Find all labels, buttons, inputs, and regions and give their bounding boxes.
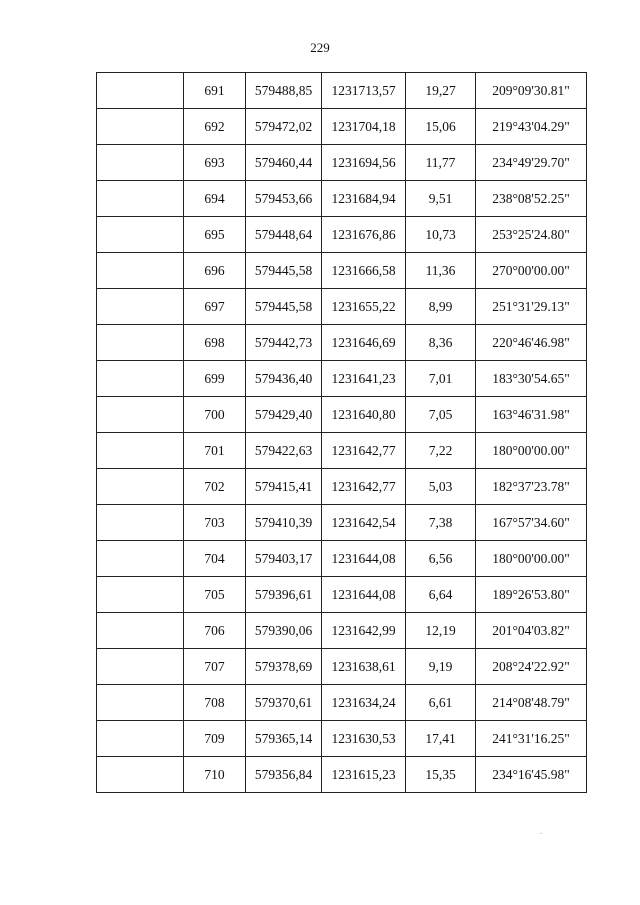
- angle-cell: 220°46'46.98": [476, 325, 587, 361]
- x-coordinate-cell: 579448,64: [246, 217, 322, 253]
- y-coordinate-cell: 1231642,99: [322, 613, 406, 649]
- angle-cell: 209°09'30.81": [476, 73, 587, 109]
- point-number-cell: 699: [184, 361, 246, 397]
- point-number-cell: 696: [184, 253, 246, 289]
- angle-cell: 253°25'24.80": [476, 217, 587, 253]
- point-number-cell: 703: [184, 505, 246, 541]
- x-coordinate-cell: 579396,61: [246, 577, 322, 613]
- length-cell: 7,01: [406, 361, 476, 397]
- y-coordinate-cell: 1231638,61: [322, 649, 406, 685]
- x-coordinate-cell: 579403,17: [246, 541, 322, 577]
- table-row: [97, 721, 587, 757]
- table-row: [97, 577, 587, 613]
- x-coordinate-cell: 579445,58: [246, 289, 322, 325]
- x-coordinate-cell: 579429,40: [246, 397, 322, 433]
- x-coordinate-cell: 579378,69: [246, 649, 322, 685]
- blank-cell: [97, 397, 184, 433]
- y-coordinate-cell: 1231713,57: [322, 73, 406, 109]
- y-coordinate-cell: 1231704,18: [322, 109, 406, 145]
- length-cell: 15,06: [406, 109, 476, 145]
- y-coordinate-cell: 1231615,23: [322, 757, 406, 793]
- point-number-cell: 700: [184, 397, 246, 433]
- point-number-cell: 702: [184, 469, 246, 505]
- angle-cell: 180°00'00.00": [476, 433, 587, 469]
- blank-cell: [97, 505, 184, 541]
- length-cell: 15,35: [406, 757, 476, 793]
- blank-cell: [97, 433, 184, 469]
- table-row: [97, 253, 587, 289]
- blank-cell: [97, 721, 184, 757]
- y-coordinate-cell: 1231642,77: [322, 469, 406, 505]
- blank-cell: [97, 541, 184, 577]
- x-coordinate-cell: 579436,40: [246, 361, 322, 397]
- point-number-cell: 697: [184, 289, 246, 325]
- angle-cell: 234°16'45.98": [476, 757, 587, 793]
- blank-cell: [97, 181, 184, 217]
- y-coordinate-cell: 1231640,80: [322, 397, 406, 433]
- angle-cell: 182°37'23.78": [476, 469, 587, 505]
- table-row: [97, 541, 587, 577]
- angle-cell: 238°08'52.25": [476, 181, 587, 217]
- point-number-cell: 710: [184, 757, 246, 793]
- point-number-cell: 691: [184, 73, 246, 109]
- table-row: [97, 433, 587, 469]
- blank-cell: [97, 613, 184, 649]
- y-coordinate-cell: 1231641,23: [322, 361, 406, 397]
- x-coordinate-cell: 579442,73: [246, 325, 322, 361]
- x-coordinate-cell: 579460,44: [246, 145, 322, 181]
- x-coordinate-cell: 579472,02: [246, 109, 322, 145]
- angle-cell: 201°04'03.82": [476, 613, 587, 649]
- table-row: [97, 217, 587, 253]
- point-number-cell: 705: [184, 577, 246, 613]
- angle-cell: 241°31'16.25": [476, 721, 587, 757]
- y-coordinate-cell: 1231684,94: [322, 181, 406, 217]
- x-coordinate-cell: 579356,84: [246, 757, 322, 793]
- length-cell: 10,73: [406, 217, 476, 253]
- point-number-cell: 693: [184, 145, 246, 181]
- blank-cell: [97, 145, 184, 181]
- point-number-cell: 692: [184, 109, 246, 145]
- y-coordinate-cell: 1231646,69: [322, 325, 406, 361]
- length-cell: 6,64: [406, 577, 476, 613]
- table-row: [97, 145, 587, 181]
- x-coordinate-cell: 579445,58: [246, 253, 322, 289]
- table-row: [97, 73, 587, 109]
- blank-cell: [97, 253, 184, 289]
- blank-cell: [97, 217, 184, 253]
- y-coordinate-cell: 1231642,54: [322, 505, 406, 541]
- length-cell: 9,51: [406, 181, 476, 217]
- x-coordinate-cell: 579488,85: [246, 73, 322, 109]
- table-row: [97, 325, 587, 361]
- length-cell: 17,41: [406, 721, 476, 757]
- table-row: [97, 181, 587, 217]
- length-cell: 6,61: [406, 685, 476, 721]
- length-cell: 5,03: [406, 469, 476, 505]
- table-row: [97, 361, 587, 397]
- blank-cell: [97, 469, 184, 505]
- length-cell: 19,27: [406, 73, 476, 109]
- length-cell: 11,36: [406, 253, 476, 289]
- angle-cell: 163°46'31.98": [476, 397, 587, 433]
- x-coordinate-cell: 579370,61: [246, 685, 322, 721]
- blank-cell: [97, 325, 184, 361]
- angle-cell: 208°24'22.92": [476, 649, 587, 685]
- table-row: [97, 613, 587, 649]
- y-coordinate-cell: 1231644,08: [322, 577, 406, 613]
- table-row: [97, 469, 587, 505]
- blank-cell: [97, 73, 184, 109]
- table-row: [97, 685, 587, 721]
- x-coordinate-cell: 579415,41: [246, 469, 322, 505]
- table-row: [97, 109, 587, 145]
- length-cell: 12,19: [406, 613, 476, 649]
- table-row: [97, 649, 587, 685]
- y-coordinate-cell: 1231676,86: [322, 217, 406, 253]
- x-coordinate-cell: 579390,06: [246, 613, 322, 649]
- page-number: 229: [310, 40, 330, 55]
- blank-cell: [97, 361, 184, 397]
- coordinates-table-body: [97, 73, 587, 793]
- point-number-cell: 709: [184, 721, 246, 757]
- y-coordinate-cell: 1231694,56: [322, 145, 406, 181]
- point-number-cell: 706: [184, 613, 246, 649]
- point-number-cell: 704: [184, 541, 246, 577]
- table-row: [97, 289, 587, 325]
- angle-cell: 234°49'29.70": [476, 145, 587, 181]
- y-coordinate-cell: 1231655,22: [322, 289, 406, 325]
- blank-cell: [97, 649, 184, 685]
- angle-cell: 270°00'00.00": [476, 253, 587, 289]
- angle-cell: 214°08'48.79": [476, 685, 587, 721]
- x-coordinate-cell: 579453,66: [246, 181, 322, 217]
- length-cell: 7,22: [406, 433, 476, 469]
- y-coordinate-cell: 1231634,24: [322, 685, 406, 721]
- table-row: [97, 757, 587, 793]
- footer-mark: .: [540, 826, 543, 836]
- y-coordinate-cell: 1231642,77: [322, 433, 406, 469]
- y-coordinate-cell: 1231666,58: [322, 253, 406, 289]
- angle-cell: 251°31'29.13": [476, 289, 587, 325]
- angle-cell: 180°00'00.00": [476, 541, 587, 577]
- length-cell: 6,56: [406, 541, 476, 577]
- point-number-cell: 694: [184, 181, 246, 217]
- blank-cell: [97, 757, 184, 793]
- x-coordinate-cell: 579422,63: [246, 433, 322, 469]
- blank-cell: [97, 289, 184, 325]
- y-coordinate-cell: 1231630,53: [322, 721, 406, 757]
- point-number-cell: 701: [184, 433, 246, 469]
- length-cell: 7,38: [406, 505, 476, 541]
- angle-cell: 183°30'54.65": [476, 361, 587, 397]
- angle-cell: 189°26'53.80": [476, 577, 587, 613]
- angle-cell: 167°57'34.60": [476, 505, 587, 541]
- coordinates-table: [96, 72, 587, 793]
- table-row: [97, 505, 587, 541]
- length-cell: 8,99: [406, 289, 476, 325]
- table-row: [97, 397, 587, 433]
- length-cell: 9,19: [406, 649, 476, 685]
- length-cell: 7,05: [406, 397, 476, 433]
- x-coordinate-cell: 579365,14: [246, 721, 322, 757]
- blank-cell: [97, 577, 184, 613]
- blank-cell: [97, 685, 184, 721]
- point-number-cell: 707: [184, 649, 246, 685]
- angle-cell: 219°43'04.29": [476, 109, 587, 145]
- blank-cell: [97, 109, 184, 145]
- point-number-cell: 695: [184, 217, 246, 253]
- point-number-cell: 708: [184, 685, 246, 721]
- point-number-cell: 698: [184, 325, 246, 361]
- length-cell: 11,77: [406, 145, 476, 181]
- x-coordinate-cell: 579410,39: [246, 505, 322, 541]
- length-cell: 8,36: [406, 325, 476, 361]
- y-coordinate-cell: 1231644,08: [322, 541, 406, 577]
